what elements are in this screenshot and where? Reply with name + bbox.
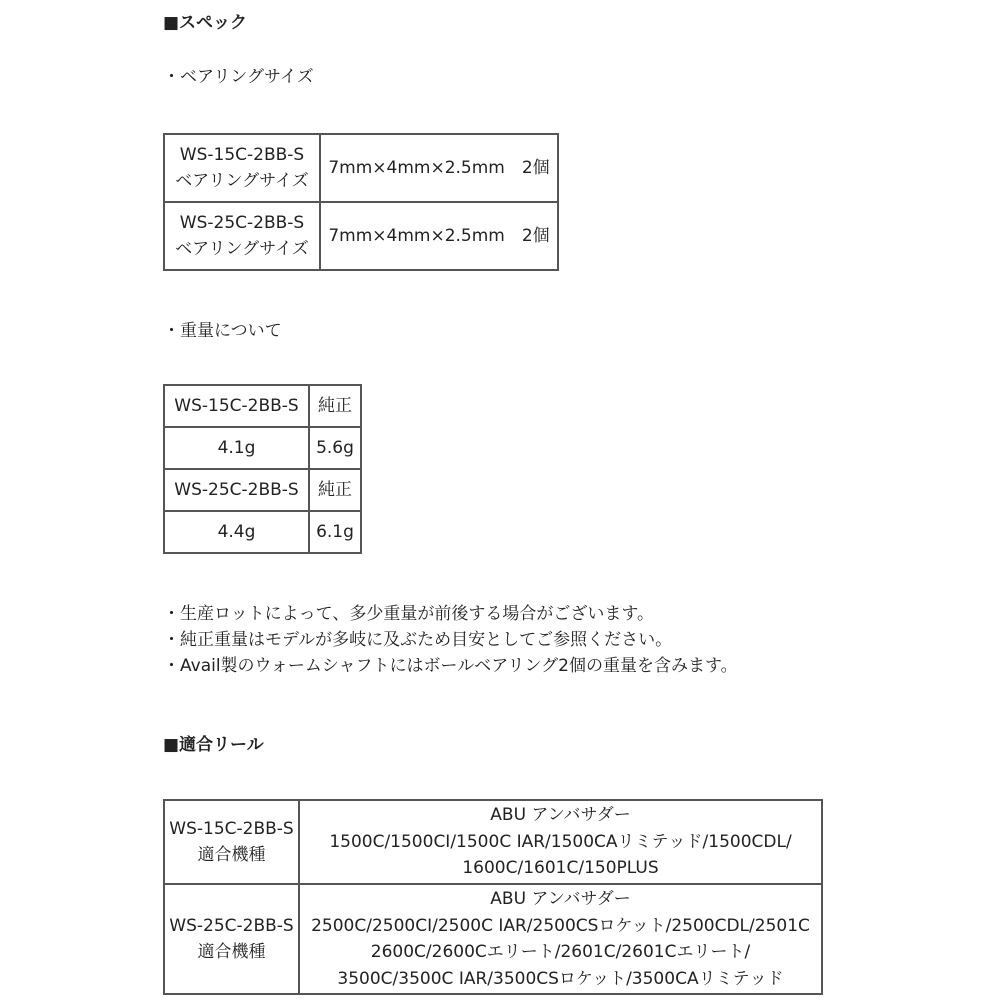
bearing-model-cell [164,134,320,202]
weight-ref-cell: 純正 [309,385,361,427]
reel-model-cell [164,884,299,994]
reel-list-line: 2600C/2600Cエリート/2601C/2601Cエリート/ [370,942,751,962]
weight-table [163,384,362,554]
table-row [164,800,822,884]
bearing-size-label: ・ベアリングサイズ [163,67,314,87]
weight-ref-cell: 純正 [309,469,361,511]
compatible-reel-table [163,799,823,995]
reel-heading: ■適合リール [163,735,264,755]
weight-label: ・重量について [163,321,282,341]
reel-list-line: 2500C/2500CI/2500C IAR/2500CSロケット/2500CDL/2501C [311,915,810,936]
table-row [164,134,558,202]
spec-heading: ■スペック [163,13,248,33]
reel-list-cell [299,800,822,884]
note-item: ・生産ロットによって、多少重量が前後する場合がございます。 [163,604,654,624]
model-label: 適合機種 [197,845,266,865]
reel-model-cell [164,800,299,884]
reel-list-line: ABU アンバサダー [490,889,631,909]
reel-list-line: 1500C/1500CI/1500C IAR/1500CAリミテッド/1500CDL/ [329,831,792,852]
model-label: ベアリングサイズ [175,239,309,259]
model-name: WS-25C-2BB-S [179,213,305,233]
weight-model-cell: WS-25C-2BB-S [164,469,309,511]
note-item: ・Avail製のウォームシャフトにはボールベアリング2個の重量を含みます。 [163,656,738,676]
reel-list-line: 1600C/1601C/150PLUS [462,858,659,879]
table-row [164,427,361,469]
model-label: ベアリングサイズ [175,171,309,191]
weight-model-cell: WS-15C-2BB-S [164,385,309,427]
bearing-size-table [163,133,559,271]
weight-value-cell: 4.1g [164,427,309,469]
note-item: ・純正重量はモデルが多岐に及ぶため目安としてご参照ください。 [163,630,673,650]
reel-list-cell [299,884,822,994]
weight-ref-value-cell: 6.1g [309,511,361,553]
model-name: WS-15C-2BB-S [169,818,294,839]
weight-ref-value-cell: 5.6g [309,427,361,469]
table-row [164,469,361,511]
table-row [164,202,558,270]
table-row [164,385,361,427]
model-label: 適合機種 [197,942,266,962]
reel-list-line: 3500C/3500C IAR/3500CSロケット/3500CAリミテッド [337,968,784,989]
bearing-model-cell [164,202,320,270]
table-row [164,511,361,553]
bearing-value-cell: 7mm×4mm×2.5mm 2個 [320,134,558,202]
reel-list-line: ABU アンバサダー [490,805,631,826]
model-name: WS-15C-2BB-S [179,145,305,165]
weight-value-cell: 4.4g [164,511,309,553]
bearing-value-cell: 7mm×4mm×2.5mm 2個 [320,202,558,270]
table-row [164,884,822,994]
model-name: WS-25C-2BB-S [169,915,294,936]
